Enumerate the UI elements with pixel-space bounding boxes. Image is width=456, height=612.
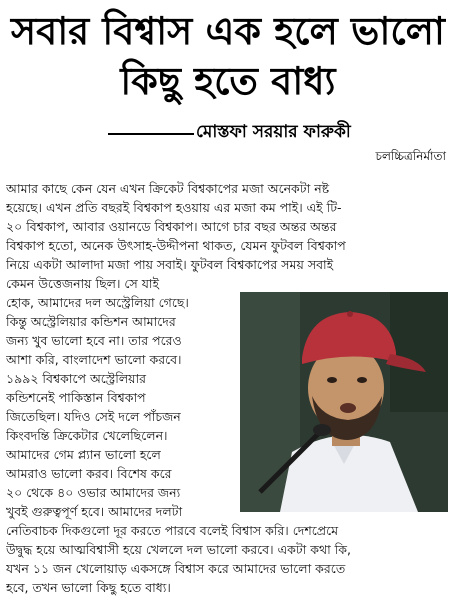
body-line: আমার কাছে কেন যেন এখন ক্রিকেট বিশ্বকাপের মজা অনেকটা নষ্ট xyxy=(6,181,330,196)
headline-line-2: কিছু হতে বাধ্য xyxy=(120,59,336,103)
body-line: কিন্তু অস্ট্রেলিয়ার কন্ডিশন আমাদের xyxy=(6,314,176,329)
author-photo xyxy=(240,292,448,512)
byline xyxy=(0,120,456,144)
body-line: জিতেছিল। যদিও সেই দলে পাঁচজন xyxy=(6,409,181,424)
body-line: নিয়ে একটা আলাদা মজা পায় সবাই। ফুটবল বিশ্বকাপের সময় সবাই xyxy=(6,257,334,272)
body-line: ২০ থেকে ৪০ ওভার আমাদের জন্য xyxy=(6,485,181,500)
body-line: যখন ১১ জন খেলোয়াড় একসঙ্গে বিশ্বাস করে আমাদের ভালো করতে xyxy=(6,561,346,576)
author-portrait xyxy=(240,292,448,512)
body-line: উদ্বুদ্ধ হয়ে আত্মবিশ্বাসী হয়ে খেললে দল ভালো করবে। একটা কথা কি, xyxy=(6,542,351,557)
body-line: হয়েছে। এখন প্রতি বছরই বিশ্বকাপ হওয়ায় এর মজা কম পাই। এই টি- xyxy=(6,200,342,215)
body-line: আমাদের গেম প্ল্যান ভালো হলে xyxy=(6,447,161,462)
body-line: হবে, তখন ভালো কিছু হতে বাধ্য। xyxy=(6,580,171,595)
body-line: আশা করি, বাংলাদেশ ভালো করবে। xyxy=(6,352,182,367)
headline-line-1: সবার বিশ্বাস এক হলে ভালো xyxy=(11,9,445,53)
body-line: আমরাও ভালো করব। বিশেষ করে xyxy=(6,466,172,481)
body-line: বিশ্বকাপ হতো, অনেক উৎসাহ-উদ্দীপনা থাকত, যেমন ফুটবল বিশ্বকাপ xyxy=(6,238,346,253)
body-line: হোক, আমাদের দল অস্ট্রেলিয়া গেছে। xyxy=(6,295,189,310)
author-name: মোস্তফা সরয়ার ফারুকী xyxy=(196,122,351,142)
body-line: ১৯৯২ বিশ্বকাপে অস্ট্রেলিয়ার xyxy=(6,371,147,386)
body-line: ২০ বিশ্বকাপ, আবার ওয়ানডে বিশ্বকাপ। আগে চার বছর অন্তর অন্তর xyxy=(6,219,337,234)
body-line: খুবই গুরুত্বপূর্ণ হবে। আমাদের দলটা xyxy=(6,504,183,519)
body-line: কেমন উত্তেজনায় ছিল। সে যাই xyxy=(6,276,160,291)
body-line: জন্য খুব ভালো হবে না। তার পরেও xyxy=(6,333,182,348)
body-line: কিংবদন্তি ক্রিকেটার খেলেছিলেন। xyxy=(6,428,168,443)
body-line: কন্ডিশনেই পাকিস্তান বিশ্বকাপ xyxy=(6,390,146,405)
byline-rule xyxy=(108,133,194,135)
body-line: নেতিবাচক দিকগুলো দূর করতে পারবে বলেই বিশ্বাস করি। দেশপ্রেমে xyxy=(6,523,339,538)
author-role: চলচ্চিত্রনির্মাতা xyxy=(375,149,446,163)
